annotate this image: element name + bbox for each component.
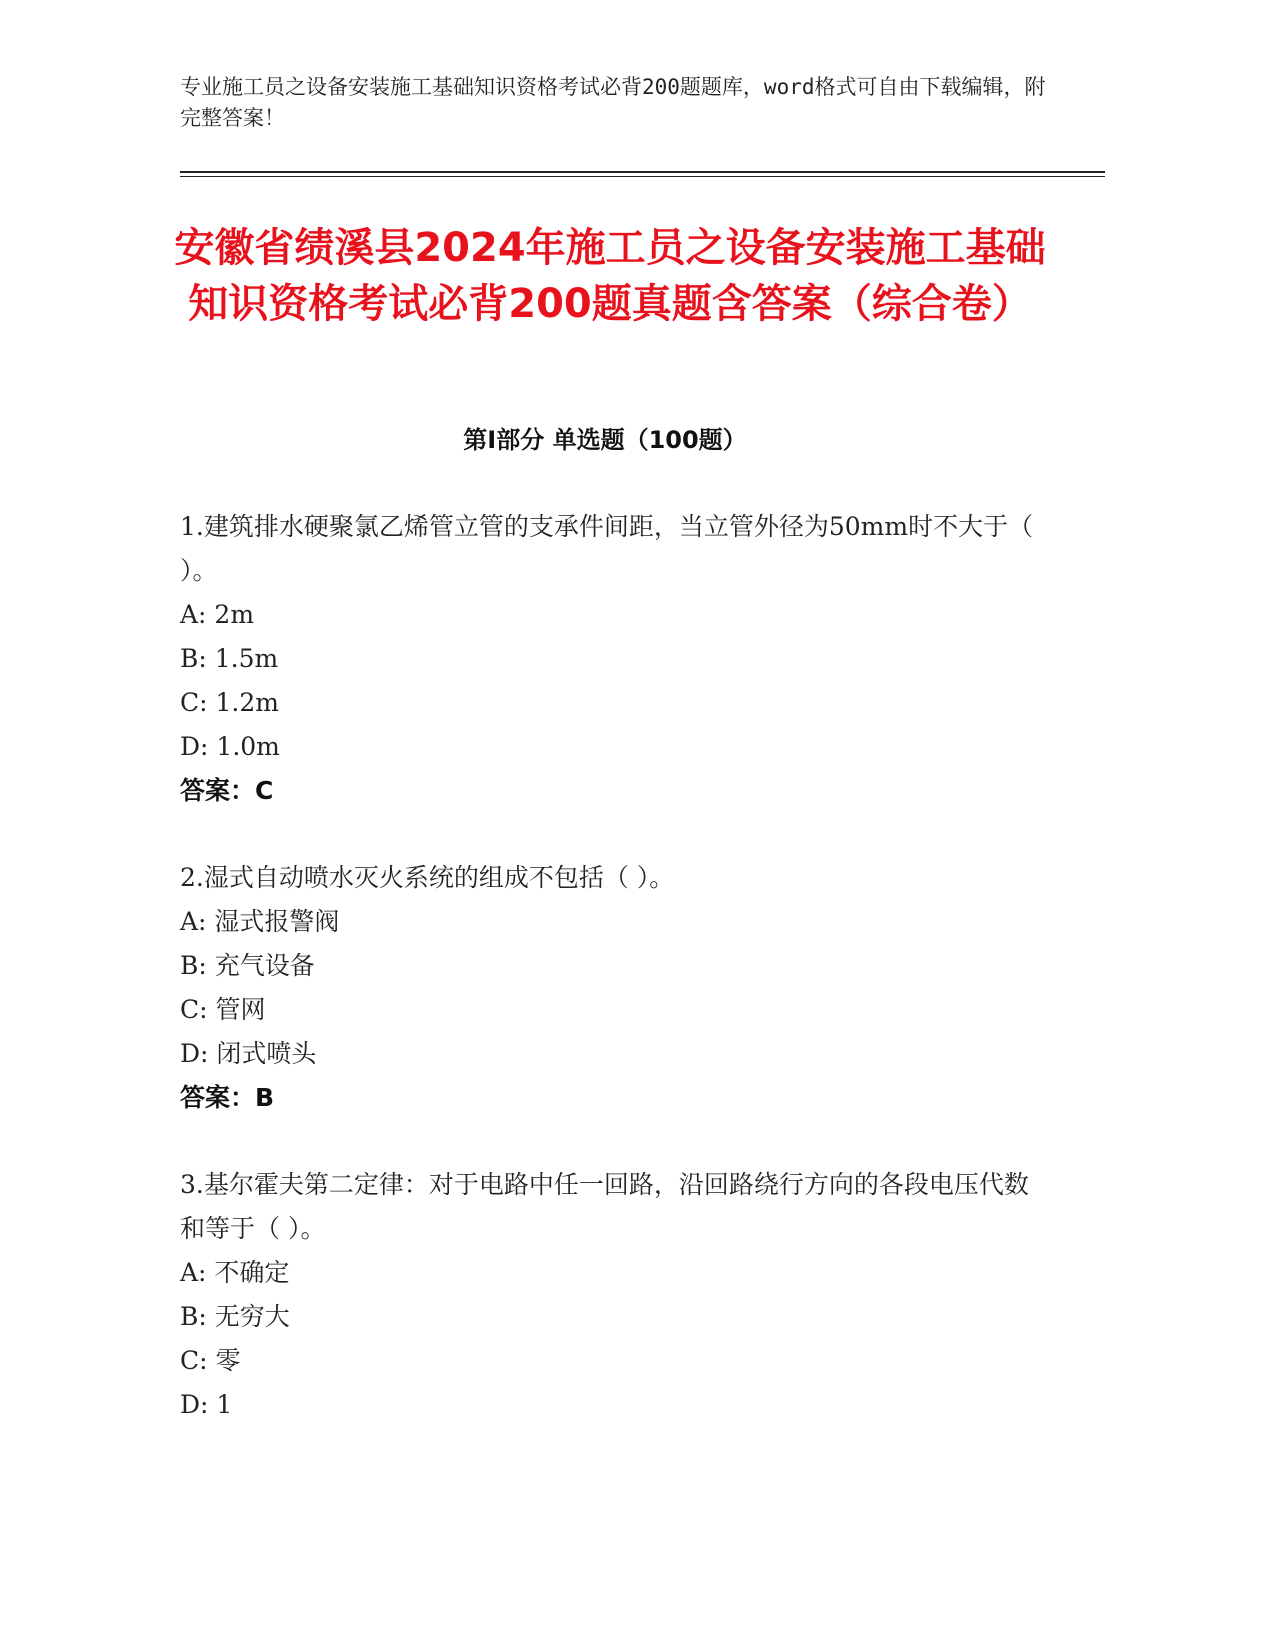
answer: 答案：C [180, 776, 274, 805]
option-c: C: 零 [180, 1346, 241, 1375]
option-b: B: 无穷大 [180, 1302, 290, 1331]
document-title: 安徽省绩溪县2024年施工员之设备安装施工基础知识资格考试必背200题真题含答案（综合卷） [174, 225, 1046, 327]
question-stem: 1.建筑排水硬聚氯乙烯管立管的支承件间距，当立管外径为50mm时不大于（ ）。 [180, 512, 1034, 585]
option-b: B: 1.5m [180, 644, 279, 673]
section-title: 第Ⅰ部分 单选题（100题） [463, 426, 747, 454]
option-b: B: 充气设备 [180, 951, 315, 980]
option-c: C: 管网 [180, 995, 266, 1024]
header-divider-thin [180, 176, 1105, 177]
header-note: 专业施工员之设备安装施工基础知识资格考试必背200题题库，word格式可自由下载编辑，附完整答案！ [180, 75, 1046, 130]
option-d: D: 1 [180, 1390, 233, 1419]
option-a: A: 不确定 [180, 1258, 290, 1287]
question-1 [180, 505, 1040, 813]
answer: 答案：B [180, 1083, 275, 1112]
header-divider [180, 171, 1105, 173]
question-stem: 3.基尔霍夫第二定律：对于电路中任一回路，沿回路绕行方向的各段电压代数和等于（ ）。 [180, 1170, 1029, 1243]
question-3 [180, 1163, 1040, 1427]
option-c: C: 1.2m [180, 688, 279, 717]
option-a: A: 2m [180, 600, 255, 629]
question-2 [180, 856, 1040, 1120]
option-a: A: 湿式报警阀 [180, 907, 340, 936]
question-stem: 2.湿式自动喷水灭火系统的组成不包括（ ）。 [180, 863, 675, 892]
question-list [180, 505, 1040, 1470]
option-d: D: 闭式喷头 [180, 1039, 317, 1068]
option-d: D: 1.0m [180, 732, 280, 761]
